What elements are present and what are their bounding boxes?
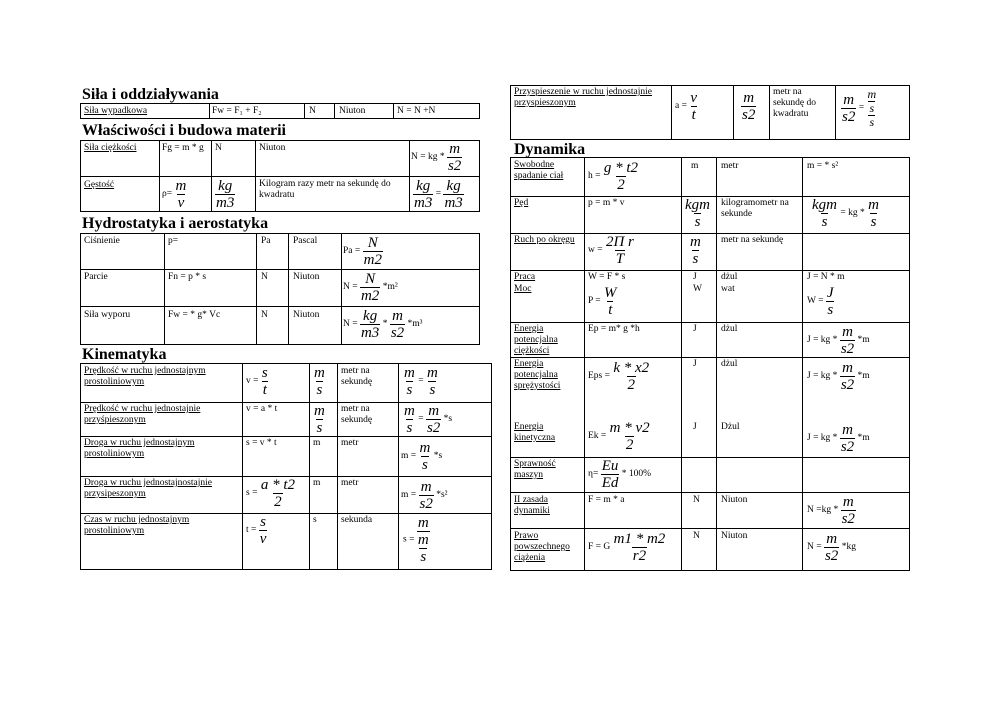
- cell-unit-name: Niuton: [259, 143, 286, 153]
- cell-name: Droga w ruchu jednostajnostajnie przysipeszonym: [84, 478, 212, 499]
- cell-formula: v = $\frac{s}{t}$: [246, 365, 268, 398]
- cell-formula: p=: [168, 236, 179, 246]
- cell-name: Ruch po okręgu: [514, 235, 575, 245]
- section-title-sila: Siła i oddziaływania: [82, 86, 219, 103]
- cell-unit-eq: m = $\frac{m}{s}$ *s: [401, 440, 443, 473]
- cell-unit-eq: N = $\frac{N}{m2}$ *m²: [343, 271, 398, 304]
- cell-unit-name: Niuton: [293, 310, 320, 320]
- cell-unit: s: [313, 515, 317, 525]
- cell-unit: $\frac{m}{s2}$: [742, 90, 756, 123]
- cell-unit-eq: N = N +N: [397, 106, 436, 116]
- cell-name: Droga w ruchu jednostajnym prostoliniowym: [84, 438, 195, 459]
- cell-formula: s = $\frac{a * t2}{2}$: [246, 477, 295, 510]
- cell-unit-eq: $\frac{m}{s2}$ = m s s: [842, 87, 877, 129]
- cell-unit: kgm s: [685, 197, 710, 230]
- cell-unit: N: [309, 106, 316, 116]
- cell-unit-name: Niuton: [721, 495, 748, 505]
- section-title-hydro: Hydrostatyka i aerostatyka: [82, 215, 269, 232]
- cell-name: Siła wyporu: [84, 310, 131, 320]
- cell-unit-eq: W = $\frac{J}{s}$: [807, 285, 834, 318]
- cell-unit-eq: J = kg * $\frac{m}{s2}$ *m: [807, 360, 870, 393]
- cell-unit-eq: N = $\frac{m}{s2}$ *kg: [807, 531, 856, 564]
- cell-name: Gęstość: [84, 180, 115, 190]
- cell-unit-eq: Pa = $\frac{N}{m2}$: [343, 235, 382, 268]
- cell-name: Sprawność maszyn: [514, 459, 556, 480]
- cell-unit-name: metr na sekundę: [721, 235, 784, 245]
- cell-unit: J: [693, 272, 697, 282]
- cell-name: Ciśnienie: [84, 236, 120, 246]
- cell-formula: Fg = m * g: [162, 143, 204, 153]
- cell-name: Energia kinetyczna: [514, 422, 556, 443]
- cell-unit-eq: N = kg * $\frac{m}{s2}$: [411, 141, 462, 174]
- cell-unit-name: metr na sekundę: [341, 366, 373, 387]
- cell-name: Prędkość w ruchu jednostajnie przyśpieszonym: [84, 404, 201, 425]
- cell-unit-name: Pascal: [293, 236, 318, 246]
- cell-unit: J: [693, 422, 697, 432]
- cell-unit-eq: J = kg * $\frac{m}{s2}$ *m: [807, 324, 870, 357]
- cell-unit: J: [693, 359, 697, 369]
- cell-formula: F = G $\frac{m1 * m2}{r2}$: [588, 531, 666, 564]
- section-title-kinematyka: Kinematyka: [82, 346, 167, 363]
- cell-formula: p = m * v: [588, 198, 625, 208]
- cell-unit: $\frac{kg}{m3}$: [216, 178, 235, 211]
- section-title-dynamika: Dynamika: [514, 141, 586, 158]
- cell-name: Siła wypadkowa: [84, 106, 148, 116]
- cell-name: Pęd: [514, 198, 529, 208]
- cell-unit-eq: J = kg * $\frac{m}{s2}$ *m: [807, 422, 870, 455]
- table-kinematyka: [80, 363, 492, 570]
- cell-unit: $\frac{m}{s}$: [314, 403, 325, 436]
- table-dynamika: [510, 157, 910, 571]
- cell-unit-name: metr: [341, 438, 359, 448]
- cell-unit-name: dżul: [721, 324, 738, 334]
- cell-unit: Pa: [261, 236, 271, 246]
- cell-unit-name: kilogramometr na sekunde: [721, 198, 789, 219]
- cell-unit: N: [215, 143, 222, 153]
- cell-formula: Eps = $\frac{k * x2}{2}$: [588, 360, 650, 393]
- cell-unit-eq: N =kg * $\frac{m}{s2}$: [807, 494, 855, 527]
- cell-unit-eq: m = * s²: [807, 161, 839, 171]
- cell-name: Praca: [514, 272, 536, 282]
- cell-formula: P = $\frac{W}{t}$: [588, 285, 617, 318]
- cell-unit: $\frac{m}{s}$: [314, 365, 325, 398]
- cell-formula: Ep = m* g *h: [588, 324, 640, 334]
- cell-name: Energia potencjalna sprężystości: [514, 359, 561, 391]
- cell-unit-eq: N = $\frac{kg}{m3}$ * $\frac{m}{s2}$ *m³: [343, 308, 423, 341]
- cell-unit-name: wat: [721, 284, 735, 294]
- cell-unit-name: metr na sekundę do kwadratu: [773, 87, 817, 119]
- table-sila: [80, 103, 480, 119]
- cell-unit-name: Niuton: [721, 531, 748, 541]
- cell-unit-eq: $\frac{kg}{m3}$ = $\frac{kg}{m3}$: [414, 178, 463, 211]
- cell-unit: W: [693, 284, 702, 294]
- table-hydro: [80, 233, 480, 345]
- cell-formula: v = a * t: [246, 404, 278, 414]
- cell-unit-eq: J = N * m: [807, 272, 845, 282]
- cell-unit-name: dżul: [721, 359, 738, 369]
- cell-unit-eq: $\frac{m}{s}$ = $\frac{m}{s}$: [404, 365, 438, 398]
- section-title-wlasciwosci: Właściwości i budowa materii: [82, 122, 286, 139]
- cell-name: Swobodne spadanie ciał: [514, 160, 564, 181]
- cell-unit-name: Niuton: [293, 272, 320, 282]
- cell-unit-name: dżul: [721, 272, 738, 282]
- cell-formula: W = F * s: [588, 272, 626, 282]
- cell-formula: Fw = F₁ + F₂: [212, 106, 262, 116]
- cell-name: Parcie: [84, 272, 108, 282]
- cell-unit: m: [313, 478, 321, 488]
- cell-unit-name: Kilogram razy metr na sekundę do kwadratu: [259, 179, 391, 200]
- cell-formula: Fw = * g* Vc: [168, 310, 221, 320]
- cell-unit-name: sekunda: [341, 515, 373, 525]
- table-wlasciwosci: [80, 140, 480, 212]
- cell-unit-eq: kgm s = kg * $\frac{m}{s}$: [812, 197, 879, 230]
- cell-unit: N: [261, 310, 268, 320]
- cell-formula: F = m * a: [588, 495, 625, 505]
- cell-name: II zasada dynamiki: [514, 495, 550, 516]
- cell-name: Przyspieszenie w ruchu jednostajnie przyspieszonym: [514, 87, 652, 108]
- cell-formula: t = $\frac{s}{v}$: [246, 514, 267, 547]
- cell-formula: Ek = $\frac{m * v2}{2}$: [588, 420, 650, 453]
- cell-unit-eq: m = $\frac{m}{s2}$ *s²: [401, 479, 448, 512]
- cell-unit: N: [693, 531, 700, 541]
- cell-unit-name: metr: [721, 161, 739, 171]
- cell-formula: w = $\frac{\text{2Π r}}{T}$: [588, 234, 634, 267]
- cell-name: Siła ciężkości: [84, 143, 137, 153]
- cell-unit: N: [693, 495, 700, 505]
- cell-unit: m: [691, 161, 699, 171]
- cell-unit-name: Niuton: [339, 106, 366, 116]
- cell-unit: N: [261, 272, 268, 282]
- cell-unit-eq: $\frac{m}{s}$ = $\frac{m}{s2}$ *s: [404, 403, 453, 436]
- cell-unit: m: [313, 438, 321, 448]
- cell-formula: a = $\frac{v}{t}$: [675, 90, 697, 123]
- cell-formula: h = $\frac{g * t2}{2}$: [588, 160, 639, 193]
- cell-formula: η= $\frac{Eu}{Ed}$ * 100%: [588, 458, 652, 491]
- table-przyspieszenie: [510, 85, 910, 140]
- cell-formula: Fn = p * s: [168, 272, 207, 282]
- cell-unit: $\frac{m}{s}$: [690, 234, 701, 267]
- cell-name: Prawo powszechnego ciążenia: [514, 531, 570, 563]
- cell-name: Czas w ruchu jednostajnym prostoliniowym: [84, 515, 190, 536]
- cell-name: Energia potencjalna ciężkości: [514, 324, 558, 356]
- cell-name: Moc: [514, 284, 532, 294]
- cell-name: Prędkość w ruchu jednostajnym prostoliniowym: [84, 366, 206, 387]
- cell-unit-eq: s = m m s: [403, 515, 429, 565]
- cell-formula: s = v * t: [246, 438, 277, 448]
- cell-formula: ρ= $\frac{m}{v}$: [162, 178, 187, 211]
- cell-unit-name: metr: [341, 478, 359, 488]
- cell-unit-name: metr na sekundę: [341, 404, 373, 425]
- cell-unit: J: [693, 324, 697, 334]
- cell-unit-name: Dżul: [721, 422, 740, 432]
